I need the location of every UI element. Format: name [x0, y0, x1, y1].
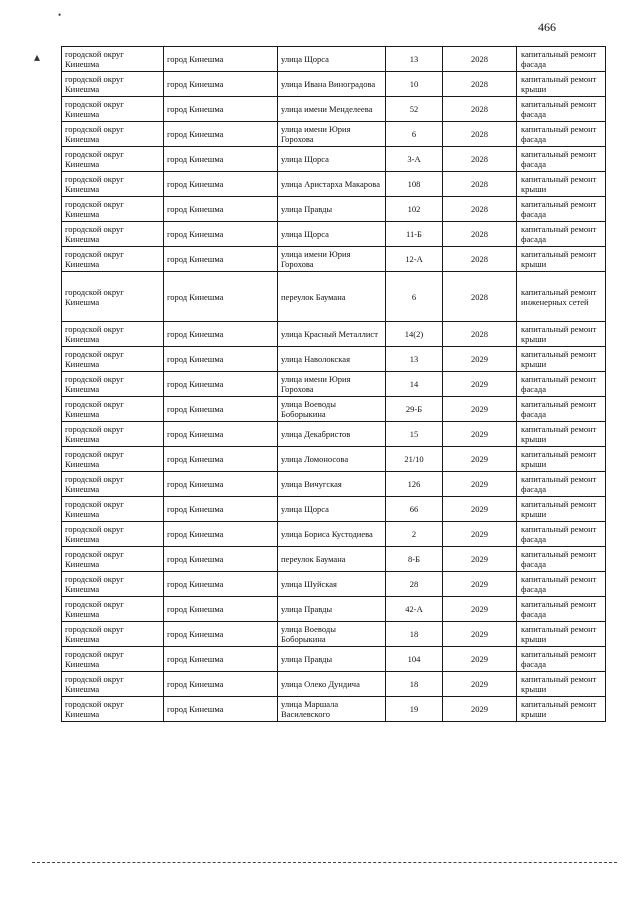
table-row: [62, 172, 606, 197]
table-row: [62, 272, 606, 322]
work-type-cell: капитальный ремонт фасада: [517, 522, 606, 547]
house-cell: 11-Б: [386, 222, 443, 247]
city-cell: город Кинешма: [164, 597, 278, 622]
house-cell: 10: [386, 72, 443, 97]
street-cell: улица Маршала Василевского: [278, 697, 386, 722]
work-type-cell: капитальный ремонт крыши: [517, 422, 606, 447]
table-row: [62, 372, 606, 397]
district-cell: городской округ Кинешма: [62, 322, 164, 347]
district-cell: городской округ Кинешма: [62, 397, 164, 422]
street-cell: улица Щорса: [278, 147, 386, 172]
district-cell: городской округ Кинешма: [62, 622, 164, 647]
work-type-cell: капитальный ремонт крыши: [517, 322, 606, 347]
street-cell: улица Правды: [278, 197, 386, 222]
table-row: [62, 522, 606, 547]
house-cell: 108: [386, 172, 443, 197]
house-cell: 28: [386, 572, 443, 597]
district-cell: городской округ Кинешма: [62, 447, 164, 472]
table-row: [62, 622, 606, 647]
street-cell: улица Бориса Кустодиева: [278, 522, 386, 547]
year-cell: 2028: [443, 272, 517, 322]
work-type-cell: капитальный ремонт крыши: [517, 447, 606, 472]
city-cell: город Кинешма: [164, 122, 278, 147]
city-cell: город Кинешма: [164, 422, 278, 447]
work-type-cell: капитальный ремонт фасада: [517, 147, 606, 172]
year-cell: 2028: [443, 247, 517, 272]
street-cell: улица имени Юрия Горохова: [278, 247, 386, 272]
city-cell: город Кинешма: [164, 397, 278, 422]
house-cell: 12-А: [386, 247, 443, 272]
district-cell: городской округ Кинешма: [62, 197, 164, 222]
work-type-cell: капитальный ремонт фасада: [517, 597, 606, 622]
table-row: [62, 397, 606, 422]
work-type-cell: капитальный ремонт крыши: [517, 672, 606, 697]
work-type-cell: капитальный ремонт крыши: [517, 497, 606, 522]
table-row: [62, 97, 606, 122]
table-row: [62, 422, 606, 447]
year-cell: 2028: [443, 72, 517, 97]
street-cell: улица Ивана Виноградова: [278, 72, 386, 97]
street-cell: улица имени Юрия Горохова: [278, 122, 386, 147]
house-cell: 6: [386, 272, 443, 322]
city-cell: город Кинешма: [164, 222, 278, 247]
street-cell: улица Декабристов: [278, 422, 386, 447]
house-cell: 42-А: [386, 597, 443, 622]
city-cell: город Кинешма: [164, 347, 278, 372]
work-type-cell: капитальный ремонт крыши: [517, 697, 606, 722]
table-row: [62, 472, 606, 497]
house-cell: 19: [386, 697, 443, 722]
work-type-cell: капитальный ремонт фасада: [517, 97, 606, 122]
house-cell: 18: [386, 622, 443, 647]
year-cell: 2028: [443, 47, 517, 72]
district-cell: городской округ Кинешма: [62, 472, 164, 497]
city-cell: город Кинешма: [164, 47, 278, 72]
year-cell: 2028: [443, 122, 517, 147]
house-cell: 14(2): [386, 322, 443, 347]
year-cell: 2029: [443, 547, 517, 572]
street-cell: улица Красный Металлист: [278, 322, 386, 347]
table-row: [62, 247, 606, 272]
city-cell: город Кинешма: [164, 247, 278, 272]
work-type-cell: капитальный ремонт фасада: [517, 472, 606, 497]
city-cell: город Кинешма: [164, 272, 278, 322]
table-body: [62, 47, 606, 722]
margin-dot-mark: •: [58, 10, 62, 20]
city-cell: город Кинешма: [164, 197, 278, 222]
house-cell: 6: [386, 122, 443, 147]
table-row: [62, 597, 606, 622]
street-cell: улица Наволокская: [278, 347, 386, 372]
table-row: [62, 572, 606, 597]
year-cell: 2029: [443, 522, 517, 547]
year-cell: 2029: [443, 397, 517, 422]
year-cell: 2029: [443, 647, 517, 672]
house-cell: 18: [386, 672, 443, 697]
house-cell: 29-Б: [386, 397, 443, 422]
city-cell: город Кинешма: [164, 697, 278, 722]
house-cell: 126: [386, 472, 443, 497]
street-cell: улица Щорса: [278, 47, 386, 72]
repair-schedule-table: [61, 46, 606, 722]
work-type-cell: капитальный ремонт крыши: [517, 247, 606, 272]
city-cell: город Кинешма: [164, 147, 278, 172]
district-cell: городской округ Кинешма: [62, 572, 164, 597]
district-cell: городской округ Кинешма: [62, 97, 164, 122]
city-cell: город Кинешма: [164, 72, 278, 97]
table-row: [62, 222, 606, 247]
year-cell: 2029: [443, 622, 517, 647]
year-cell: 2028: [443, 97, 517, 122]
house-cell: 66: [386, 497, 443, 522]
street-cell: переулок Баумана: [278, 272, 386, 322]
house-cell: 102: [386, 197, 443, 222]
street-cell: улица Щорса: [278, 497, 386, 522]
table-row: [62, 547, 606, 572]
district-cell: городской округ Кинешма: [62, 347, 164, 372]
house-cell: 52: [386, 97, 443, 122]
district-cell: городской округ Кинешма: [62, 497, 164, 522]
district-cell: городской округ Кинешма: [62, 647, 164, 672]
house-cell: 3-А: [386, 147, 443, 172]
street-cell: улица имени Менделеева: [278, 97, 386, 122]
city-cell: город Кинешма: [164, 472, 278, 497]
city-cell: город Кинешма: [164, 322, 278, 347]
district-cell: городской округ Кинешма: [62, 547, 164, 572]
table-row: [62, 697, 606, 722]
year-cell: 2028: [443, 322, 517, 347]
table-row: [62, 647, 606, 672]
table-row: [62, 672, 606, 697]
work-type-cell: капитальный ремонт фасада: [517, 222, 606, 247]
year-cell: 2029: [443, 447, 517, 472]
street-cell: улица Правды: [278, 597, 386, 622]
street-cell: улица Олеко Дундича: [278, 672, 386, 697]
table-row: [62, 347, 606, 372]
work-type-cell: капитальный ремонт крыши: [517, 622, 606, 647]
house-cell: 2: [386, 522, 443, 547]
city-cell: город Кинешма: [164, 647, 278, 672]
district-cell: городской округ Кинешма: [62, 272, 164, 322]
district-cell: городской округ Кинешма: [62, 72, 164, 97]
district-cell: городской округ Кинешма: [62, 522, 164, 547]
city-cell: город Кинешма: [164, 497, 278, 522]
street-cell: улица Щорса: [278, 222, 386, 247]
year-cell: 2029: [443, 372, 517, 397]
table-row: [62, 197, 606, 222]
district-cell: городской округ Кинешма: [62, 697, 164, 722]
house-cell: 21/10: [386, 447, 443, 472]
page-number: 466: [538, 20, 556, 34]
house-cell: 15: [386, 422, 443, 447]
year-cell: 2029: [443, 697, 517, 722]
district-cell: городской округ Кинешма: [62, 597, 164, 622]
year-cell: 2029: [443, 597, 517, 622]
year-cell: 2029: [443, 672, 517, 697]
city-cell: город Кинешма: [164, 547, 278, 572]
table-row: [62, 122, 606, 147]
district-cell: городской округ Кинешма: [62, 122, 164, 147]
street-cell: переулок Баумана: [278, 547, 386, 572]
work-type-cell: капитальный ремонт крыши: [517, 172, 606, 197]
table-row: [62, 497, 606, 522]
year-cell: 2028: [443, 147, 517, 172]
city-cell: город Кинешма: [164, 672, 278, 697]
house-cell: 13: [386, 347, 443, 372]
city-cell: город Кинешма: [164, 172, 278, 197]
district-cell: городской округ Кинешма: [62, 247, 164, 272]
year-cell: 2028: [443, 172, 517, 197]
city-cell: город Кинешма: [164, 447, 278, 472]
table-row: [62, 147, 606, 172]
house-cell: 13: [386, 47, 443, 72]
work-type-cell: капитальный ремонт фасада: [517, 572, 606, 597]
street-cell: улица Воеводы Боборыкина: [278, 622, 386, 647]
work-type-cell: капитальный ремонт инженерных сетей: [517, 272, 606, 322]
table-row: [62, 72, 606, 97]
street-cell: улица Ломоносова: [278, 447, 386, 472]
street-cell: улица Вичугская: [278, 472, 386, 497]
work-type-cell: капитальный ремонт фасада: [517, 122, 606, 147]
city-cell: город Кинешма: [164, 572, 278, 597]
year-cell: 2029: [443, 347, 517, 372]
city-cell: город Кинешма: [164, 97, 278, 122]
house-cell: 8-Б: [386, 547, 443, 572]
district-cell: городской округ Кинешма: [62, 372, 164, 397]
city-cell: город Кинешма: [164, 372, 278, 397]
district-cell: городской округ Кинешма: [62, 172, 164, 197]
work-type-cell: капитальный ремонт фасада: [517, 397, 606, 422]
district-cell: городской округ Кинешма: [62, 222, 164, 247]
street-cell: улица Воеводы Боборыкина: [278, 397, 386, 422]
year-cell: 2029: [443, 422, 517, 447]
work-type-cell: капитальный ремонт крыши: [517, 72, 606, 97]
year-cell: 2029: [443, 572, 517, 597]
year-cell: 2028: [443, 197, 517, 222]
table-row: [62, 322, 606, 347]
work-type-cell: капитальный ремонт крыши: [517, 347, 606, 372]
work-type-cell: капитальный ремонт фасада: [517, 197, 606, 222]
work-type-cell: капитальный ремонт фасада: [517, 647, 606, 672]
work-type-cell: капитальный ремонт фасада: [517, 372, 606, 397]
street-cell: улица Шуйская: [278, 572, 386, 597]
margin-dash-mark: ▴: [34, 50, 41, 64]
table-row: [62, 447, 606, 472]
district-cell: городской округ Кинешма: [62, 672, 164, 697]
bottom-divider: [32, 862, 617, 863]
year-cell: 2028: [443, 222, 517, 247]
district-cell: городской округ Кинешма: [62, 147, 164, 172]
district-cell: городской округ Кинешма: [62, 422, 164, 447]
year-cell: 2029: [443, 472, 517, 497]
city-cell: город Кинешма: [164, 622, 278, 647]
house-cell: 104: [386, 647, 443, 672]
district-cell: городской округ Кинешма: [62, 47, 164, 72]
house-cell: 14: [386, 372, 443, 397]
street-cell: улица Аристарха Макарова: [278, 172, 386, 197]
year-cell: 2029: [443, 497, 517, 522]
street-cell: улица имени Юрия Горохова: [278, 372, 386, 397]
work-type-cell: капитальный ремонт фасада: [517, 547, 606, 572]
work-type-cell: капитальный ремонт фасада: [517, 47, 606, 72]
street-cell: улица Правды: [278, 647, 386, 672]
city-cell: город Кинешма: [164, 522, 278, 547]
table-row: [62, 47, 606, 72]
